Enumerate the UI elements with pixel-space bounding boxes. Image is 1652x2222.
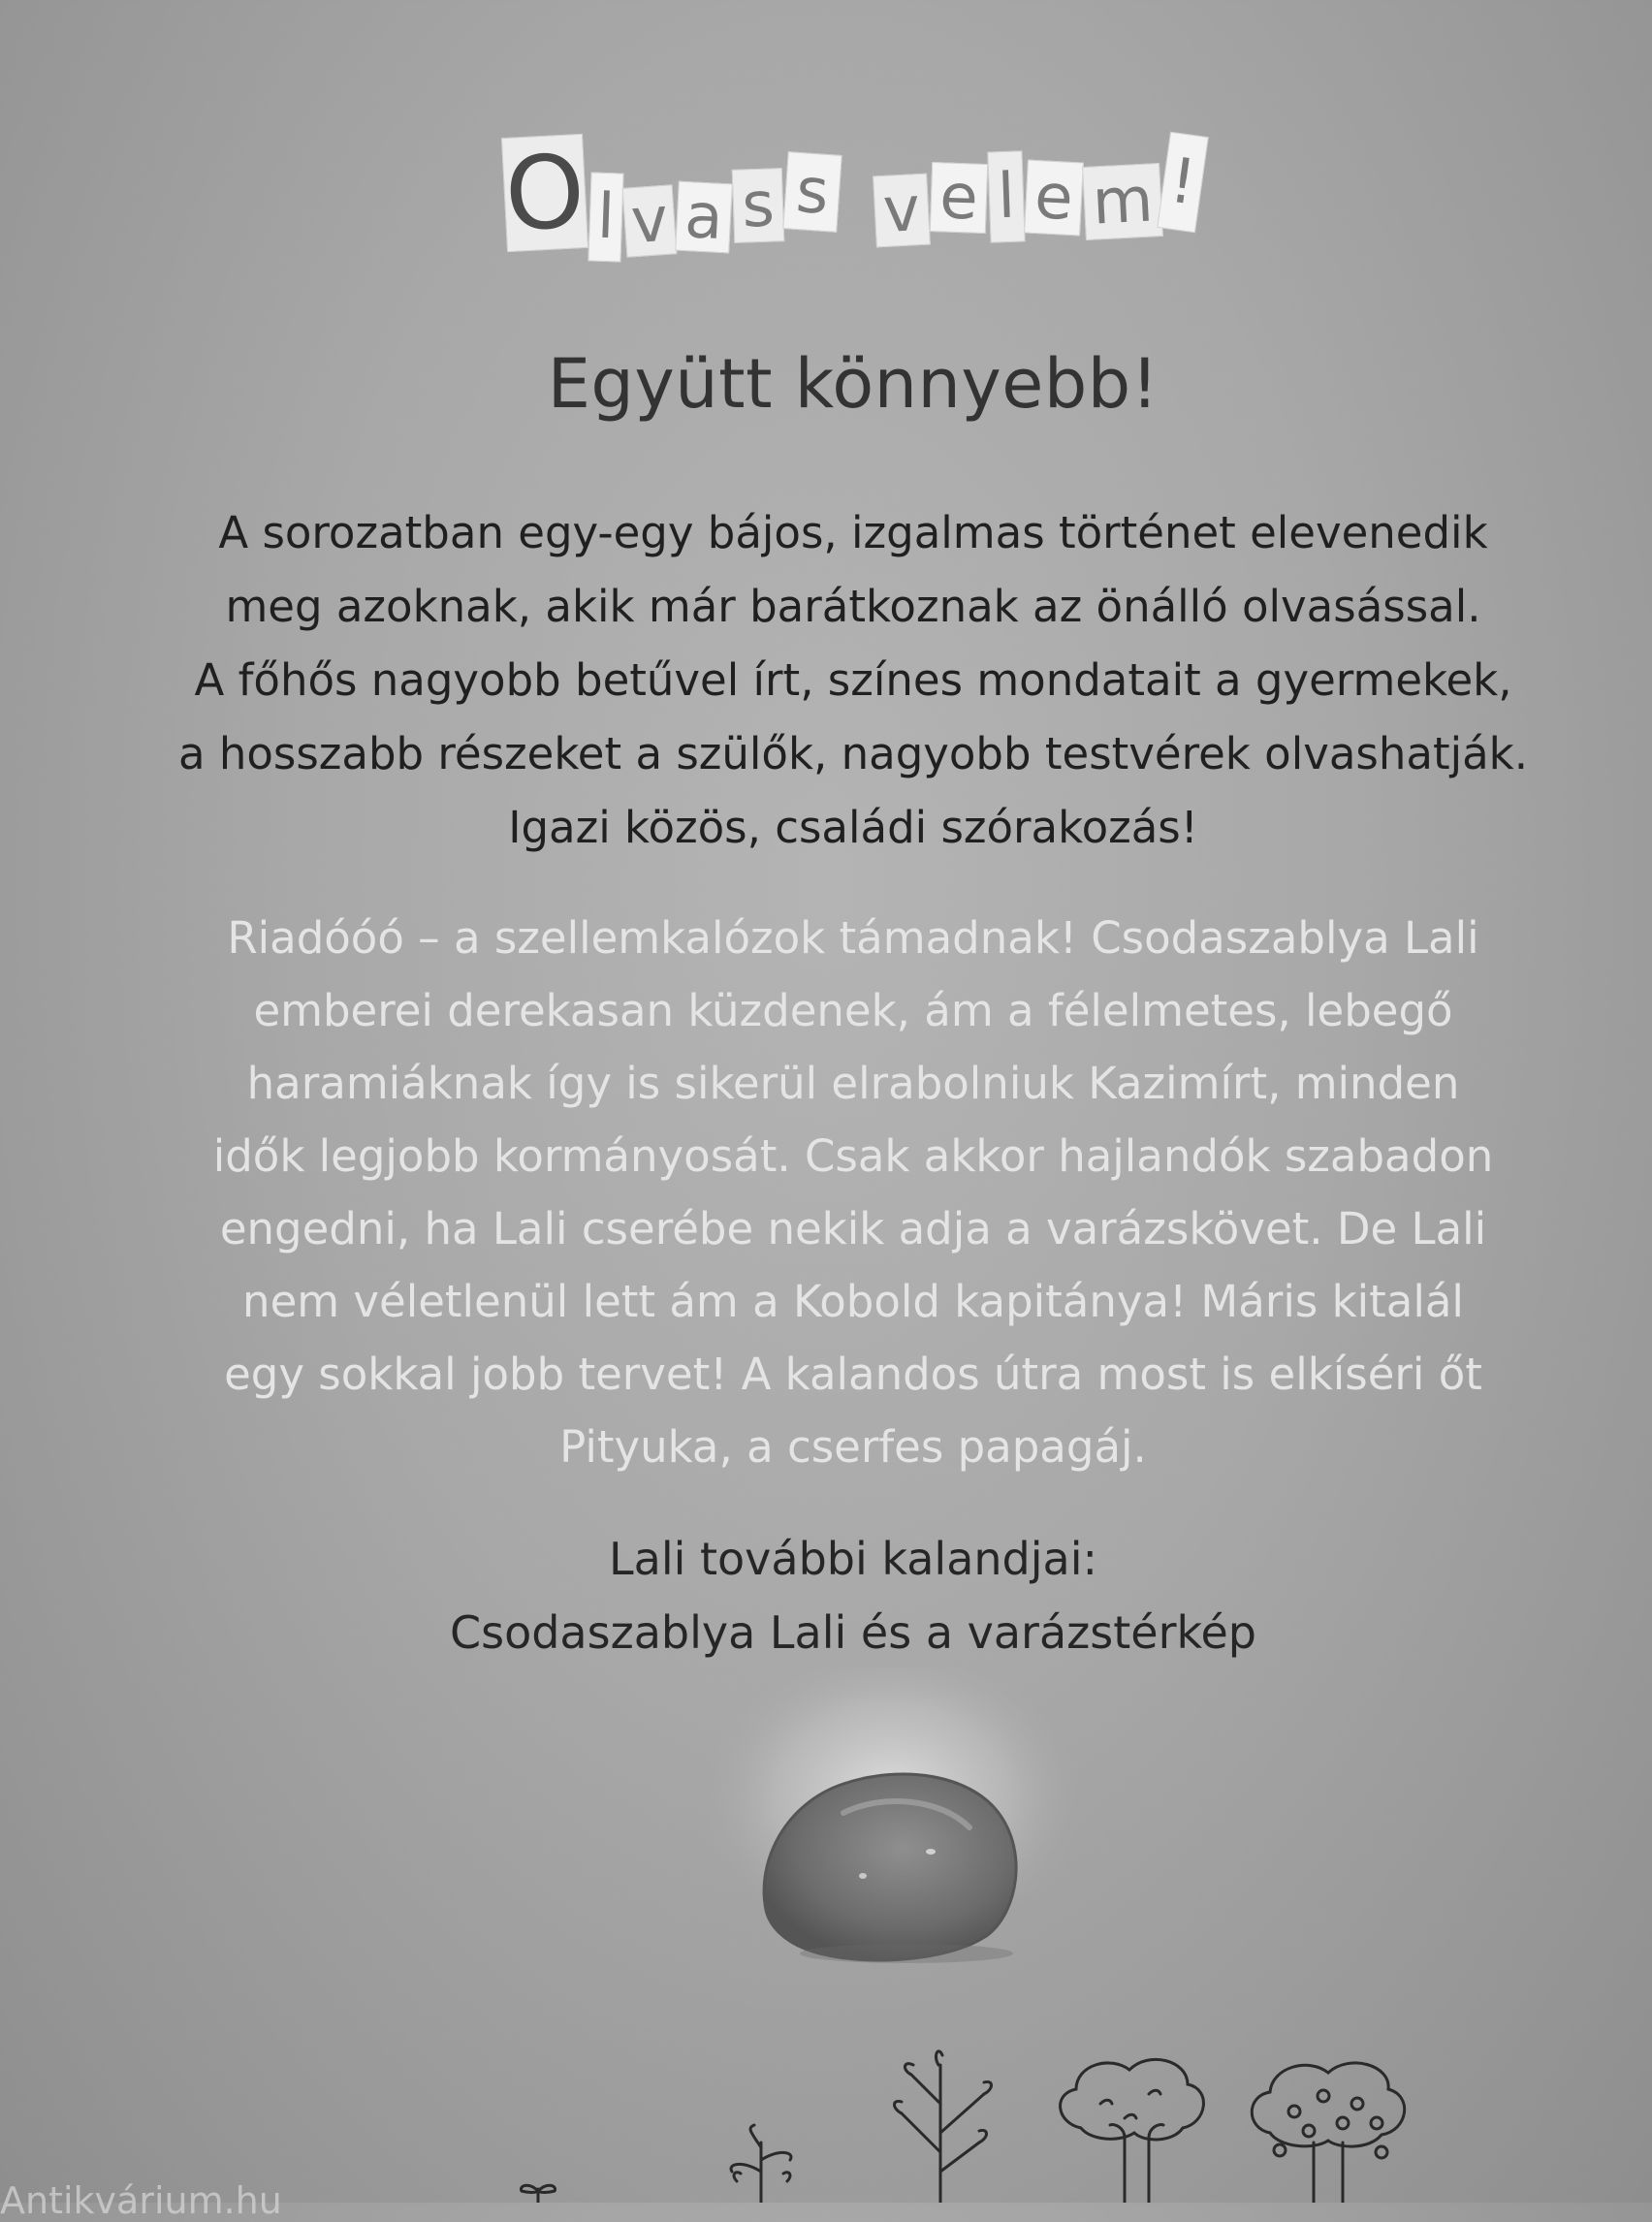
intro-paragraph — [97, 496, 1609, 865]
more-adventures-title: Csodaszablya Lali és a varázstérkép — [450, 1606, 1256, 1659]
series-logo: O l v a s s v e l e m ! — [504, 126, 1202, 271]
blurb-line: nem véletlenül lett ám a Kobold kapitánya! Máris kitalál — [242, 1276, 1464, 1327]
intro-line: a hosszabb részeket a szülők, nagyobb testvérek olvashatják. — [177, 728, 1529, 779]
more-adventures — [0, 1522, 1652, 1669]
blurb-line: idők legjobb kormányosát. Csak akkor hajlandók szabadon — [212, 1130, 1494, 1182]
intro-line: A sorozatban egy-egy bájos, izgalmas történet elevenedik — [218, 507, 1488, 558]
blurb-line: emberei derekasan küzdenek, ám a félelmetes, lebegő — [253, 985, 1453, 1036]
blurb-line: Riadóóó – a szellemkalózok támadnak! Csodaszablya Lali — [227, 912, 1479, 964]
page-heading: Együtt könnyebb! — [547, 344, 1160, 424]
intro-line: meg azoknak, akik már barátkoznak az önálló olvasással. — [225, 581, 1481, 632]
blurb-line: egy sokkal jobb tervet! A kalandos útra most is elkíséri őt — [224, 1349, 1482, 1400]
story-blurb — [116, 902, 1590, 1483]
blurb-line: engedni, ha Lali cserébe nekik adja a varázskövet. De Lali — [219, 1203, 1487, 1254]
blurb-line: Pityuka, a cserfes papagáj. — [559, 1421, 1147, 1473]
intro-line: Igazi közös, családi szórakozás! — [508, 802, 1198, 853]
trees-growth-illustration — [504, 2036, 1474, 2203]
magic-stone-illustration — [698, 1667, 1086, 2016]
more-adventures-label: Lali további kalandjai: — [609, 1533, 1097, 1585]
watermark: Antikvárium.hu — [0, 2179, 282, 2222]
blurb-line: haramiáknak így is sikerül elrabolniuk Kazimírt, minden — [246, 1058, 1460, 1109]
intro-line: A főhős nagyobb betűvel írt, színes mondatait a gyermekek, — [194, 654, 1512, 706]
